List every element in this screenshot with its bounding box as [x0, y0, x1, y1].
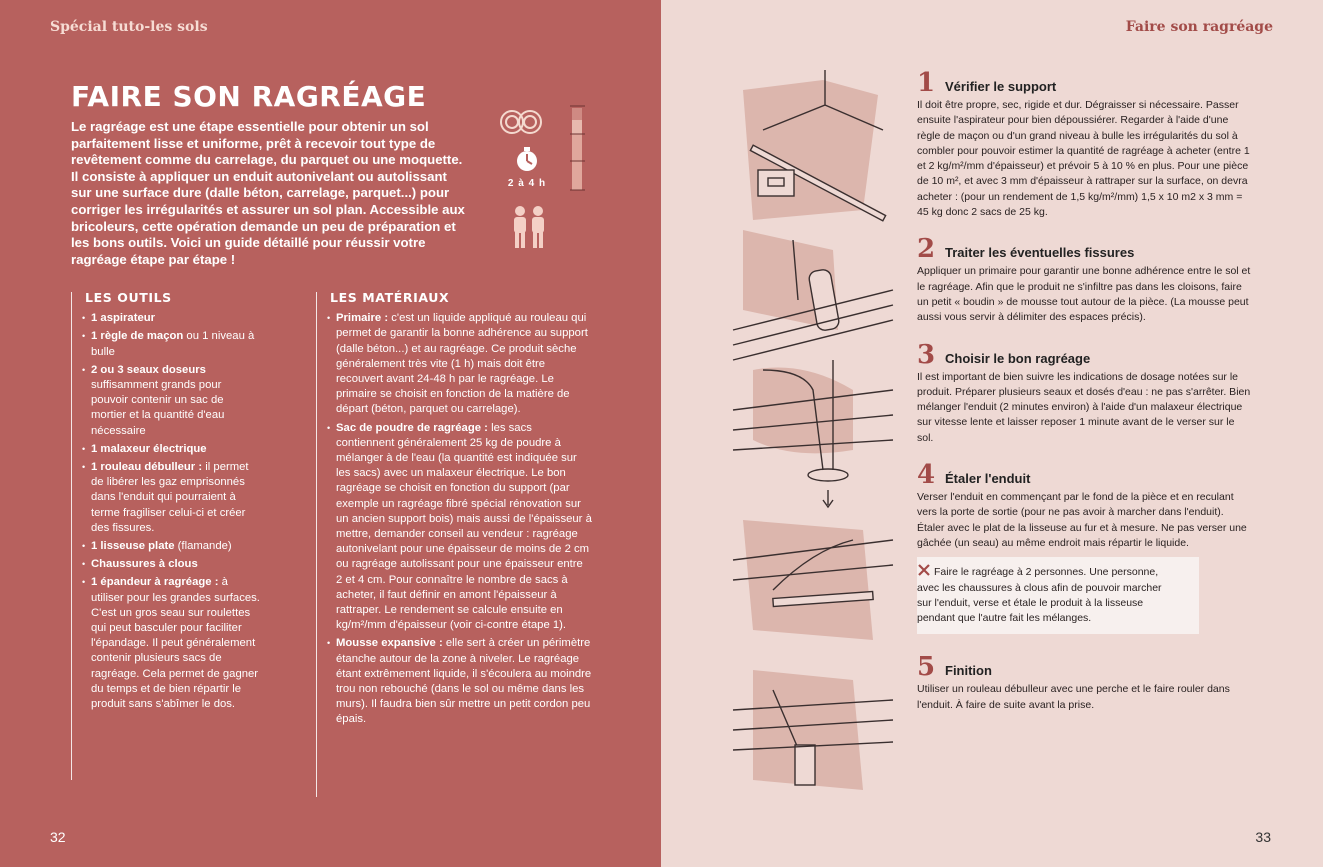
- list-item: [85, 460, 260, 536]
- step-text: Il est important de bien suivre les indications de dosage notées sur le produit. Préparer plusieurs seaux et dosés d'eau : ne pas s'arrêter. Bien mélanger l'enduit (2 minutes environ) à l'aide d'un malaxeur électrique sur vitesse lente et laisser reposer 1 minute avant de le verser sur le sol.: [917, 370, 1251, 444]
- step-2: [917, 234, 1251, 325]
- step-number: 1: [917, 68, 936, 98]
- left-page: [0, 0, 661, 867]
- step-4: [917, 460, 1251, 551]
- item-label: Mousse expansive :: [336, 637, 443, 650]
- item-label: 1 aspirateur: [91, 312, 156, 325]
- step-1: [917, 68, 1251, 220]
- step-title: Choisir le bon ragréage: [945, 350, 1091, 366]
- list-item: [330, 421, 592, 634]
- step-illustrations: [713, 70, 913, 800]
- tools-column: [85, 290, 260, 715]
- item-label: Sac de poudre de ragréage :: [336, 421, 488, 434]
- item-label: 1 règle de maçon: [91, 330, 184, 343]
- step-text: Utiliser un rouleau débulleur avec une perche et le faire rouler dans l'enduit. À faire de suite avant la prise.: [917, 683, 1230, 711]
- materials-column: [330, 290, 592, 731]
- tools-column-rule: [71, 292, 72, 780]
- item-description: il permet de libérer les gaz emprisonnés dans l'enduit qui pourraient à terme fragiliser celui-ci et créer des fissures.: [91, 461, 249, 534]
- right-page: [661, 0, 1323, 867]
- step-title: Étaler l'enduit: [945, 471, 1031, 487]
- primer-roller-illustration: [733, 230, 893, 360]
- pouring-illustration: [733, 360, 893, 507]
- page-number-left: 32: [50, 829, 66, 845]
- step-number: 4: [917, 460, 936, 491]
- step-text: Appliquer un primaire pour garantir une bonne adhérence entre le sol et le ragréage. Afin que le produit ne s'infiltre pas dans les cloisons, faire un petit « boudin » de mousse tout autour de la pièce. (La mousse peut aussi vous servir à délimiter des espaces précis).: [917, 265, 1251, 324]
- tools-icon: [917, 563, 931, 577]
- item-description: ou 1 niveau à bulle: [91, 330, 255, 358]
- materials-column-rule: [316, 292, 317, 797]
- coins-icon: [501, 111, 541, 133]
- item-description: elle sert à créer un périmètre étanche autour de la zone à niveler. Le ragréage étant extrêmement liquide, il s'écoulera au moindre trou non rebouché (dans le sol ou même dans les murs). Il faudra bien sûr mettre un petit cordon peu épais.: [336, 637, 592, 726]
- list-item: [330, 636, 592, 727]
- list-item: [85, 311, 260, 326]
- item-label: 1 lisseuse plate: [91, 540, 175, 553]
- tip-text: Faire le ragréage à 2 personnes. Une personne, avec les chaussures à clous afin de pouvoir marcher sur l'enduit, verse et étale le produit à la lisseuse pendant que l'autre fait les mélanges.: [917, 566, 1162, 625]
- page-title: FAIRE SON RAGRÉAGE: [71, 80, 427, 113]
- spiked-roller-illustration: [733, 670, 893, 790]
- tools-heading: LES OUTILS: [85, 290, 172, 305]
- stopwatch-icon: [517, 147, 537, 171]
- list-item: [85, 329, 260, 359]
- list-item: [85, 539, 260, 554]
- two-people-icon: [514, 206, 544, 248]
- leveling-illustration: [743, 70, 886, 221]
- step-number: 2: [917, 234, 936, 265]
- item-label: Chaussures à clous: [91, 558, 198, 571]
- page-number-right: 33: [1255, 829, 1271, 845]
- project-info-panel: [498, 104, 588, 254]
- step-title: Finition: [945, 663, 992, 679]
- illustration-column: [713, 70, 913, 800]
- item-description: à utiliser pour les grandes surfaces. C'est un gros seau sur roulettes qui peut basculer pour faciliter l'épandage. Il peut généralement contenir plusieurs sacs de ragréage. Cela permet de gagner du temps et de bien répartir le produit sans s'abîmer le dos.: [91, 576, 260, 711]
- item-label: Primaire :: [336, 312, 389, 325]
- list-item: [330, 311, 592, 417]
- running-head-right: Faire son ragréage: [1125, 19, 1273, 35]
- item-label: 1 épandeur à ragréage :: [91, 576, 219, 589]
- materials-heading: LES MATÉRIAUX: [330, 290, 450, 305]
- item-label: 1 malaxeur électrique: [91, 442, 207, 455]
- step-number: 3: [917, 339, 936, 370]
- item-description: les sacs contiennent généralement 25 kg de poudre à mélanger à de l'eau (la quantité est indiquée sur les sacs) avec un malaxeur électrique. Le bon ragréage se choisit en fonction du support (par exemple un ragréage fibré spécial rénovation sur un ancien support bois) mais aussi de l'épaisseur à mettre, demander conseil au vendeur : ragréage autonivelant pour une épaisseur de moins de 2 cm ou ragréage autolissant pour une épaisseur entre 2 et 4 cm. Pour connaître le nombre de sacs à acheter, il faut définir en amont l'épaisseur à rattraper. Le rendement se calcule ensuite en kg/m²/mm d'épaisseur (voir ci-contre étape 1).: [336, 421, 592, 632]
- difficulty-gauge-icon: [570, 106, 585, 190]
- tools-list: [85, 311, 260, 712]
- step-title: Vérifier le support: [945, 79, 1057, 94]
- step-5: [917, 652, 1251, 713]
- step-text: Verser l'enduit en commençant par le fond de la pièce et en reculant vers la porte de sortie (pour ne pas avoir à marcher dans l'enduit). Étaler avec le plat de la lisseuse au fur et à mesure. Ne pas verser une gâchée (un seau) au même endroit mais répartir le liquide.: [917, 491, 1247, 549]
- step-text: Il doit être propre, sec, rigide et dur. Dégraisser si nécessaire. Passer ensuite l'aspirateur pour bien dépoussiérer. Regarder à l'aide d'une règle de maçon ou d'un grand niveau à bulle les irrégularités du sol à combler pour pouvoir estimer la quantité de ragréage à acheter (entre 1 et 2 kg/m²/mm d'épaisseur) et prévoir 5 à 10 % en plus. Pour une pièce de 10 m², et avec 3 mm d'épaisseur à rattraper sur la surface, on devra acheter : (pour un rendement de 1,5 kg/m²/mm) 1,5 x 10 m2 x 3 mm = 45 kg donc 2 sacs de 25 kg.: [917, 99, 1250, 219]
- step-title: Traiter les éventuelles fissures: [945, 245, 1135, 261]
- steps-list: [917, 68, 1251, 727]
- trowel-illustration: [733, 520, 893, 640]
- materials-list: [330, 311, 592, 727]
- item-label: 1 rouleau débulleur :: [91, 461, 203, 474]
- list-item: [85, 557, 260, 572]
- item-description: suffisamment grands pour pouvoir contenir un sac de mortier et la quantité d'eau nécessaire: [91, 379, 225, 437]
- list-item: [85, 363, 260, 439]
- duration-label: 2 à 4 h: [507, 178, 547, 189]
- item-label: 2 ou 3 seaux doseurs: [91, 363, 206, 376]
- tip-box: [917, 557, 1185, 634]
- item-description: c'est un liquide appliqué au rouleau qui permet de garantir la bonne adhérence au support (dalle béton...) et au ragréage. Ce produit sèche généralement très vite (1 h) mais doit être recouvert avant 24-48 h par le ragréage. Le primaire se choisit en fonction de la matière de départ (béton, parquet ou carrelage).: [336, 312, 588, 416]
- step-3: [917, 340, 1251, 446]
- project-info-graphics: [498, 104, 588, 254]
- item-description: (flamande): [174, 540, 232, 553]
- running-head-left: Spécial tuto-les sols: [50, 19, 208, 35]
- list-item: [85, 442, 260, 457]
- intro-paragraph: Le ragréage est une étape essentielle pour obtenir un sol parfaitement lisse et uniforme, prêt à recevoir tout type de revêtement comme du carrelage, du parquet ou une moquette. Il consiste à appliquer un enduit autonivelant ou autolissant sur une surface dure (dalle béton, carrelage, parquet...) pour corriger les irrégularités et assurer un sol plan. Accessible aux bricoleurs, cette opération demande un peu de préparation et les bons outils. Voici un guide détaillé pour réussir votre ragréage étape par étape !: [71, 119, 465, 267]
- list-item: [85, 575, 260, 712]
- step-number: 5: [917, 652, 936, 683]
